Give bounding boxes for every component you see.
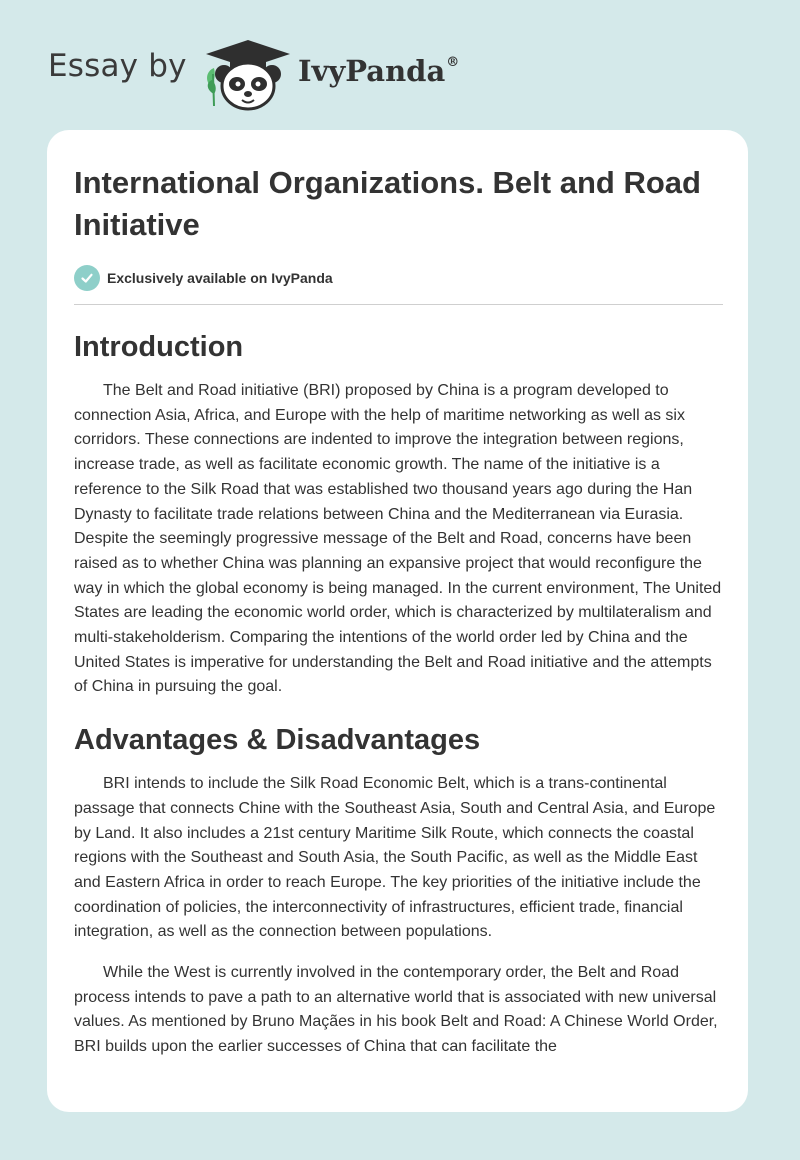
essay-by-label: Essay by	[48, 48, 187, 84]
paragraph: While the West is currently involved in the contemporary order, the Belt and Road process intends to pave a path to an alternative world that is associated with new universal values. As mentioned by Bruno Maçães in his book Belt and Road: A Chinese World Order, BRI builds upon the earlier successes of China that can facilitate the	[74, 964, 718, 1056]
paragraph: BRI intends to include the Silk Road Economic Belt, which is a trans-continental passage that connects Chine with the Southeast Asia, South and Central Asia, and Europe by Land. It also includes a 21st century Maritime Silk Route, which connects the coastal regions with the Southeast and South Asia, the South Pacific, as well as the Middle East and Eastern Africa in order to reach Europe. The key priorities of the initiative include the coordination of policies, the interconnectivity of infrastructures, efficient trade, financial integration, as well as the connection between populations.	[74, 775, 716, 941]
panda-graduate-icon[interactable]	[200, 34, 296, 114]
title-divider	[74, 304, 723, 305]
essay-content	[74, 162, 723, 1060]
registered-mark: ®	[446, 55, 460, 71]
checkmark-circle-icon	[74, 265, 100, 291]
exclusive-badge	[74, 264, 723, 292]
brand-logo-text[interactable]	[298, 54, 459, 88]
section-heading-advantages: Advantages & Disadvantages	[74, 724, 481, 757]
essay-card	[47, 130, 748, 1112]
brand-name: IvyPanda	[298, 54, 446, 88]
section-heading-introduction: Introduction	[74, 331, 244, 363]
exclusive-label: Exclusively available on IvyPanda	[107, 270, 333, 286]
site-header	[0, 0, 800, 130]
paragraph: The Belt and Road initiative (BRI) proposed by China is a program developed to connection Asia, Africa, and Europe with the help of maritime networking as well as six corridors. These connections are indented to improve the integration between regions, increase trade, as well as facilitate economic growth. The name of the initiative is a reference to the Silk Road that was established two thousand years ago during the Han Dynasty to facilitate trade relations between China and the Mediterranean via Eurasia. Despite the seemingly progressive message of the Belt and Road, concerns have been raised as to whether China was planning an expansive project that would reconfigure the way in which the global economy is being managed. In the current environment, The United States are leading the economic world order, which is characterized by multilateralism and multi-stakeholderism. Comparing the intentions of the world order led by China and the United States is imperative for understanding the Belt and Road initiative and the attempts of China in pursuing the goal.	[74, 382, 722, 696]
page-title: International Organizations. Belt and Road Initiative	[74, 165, 701, 242]
